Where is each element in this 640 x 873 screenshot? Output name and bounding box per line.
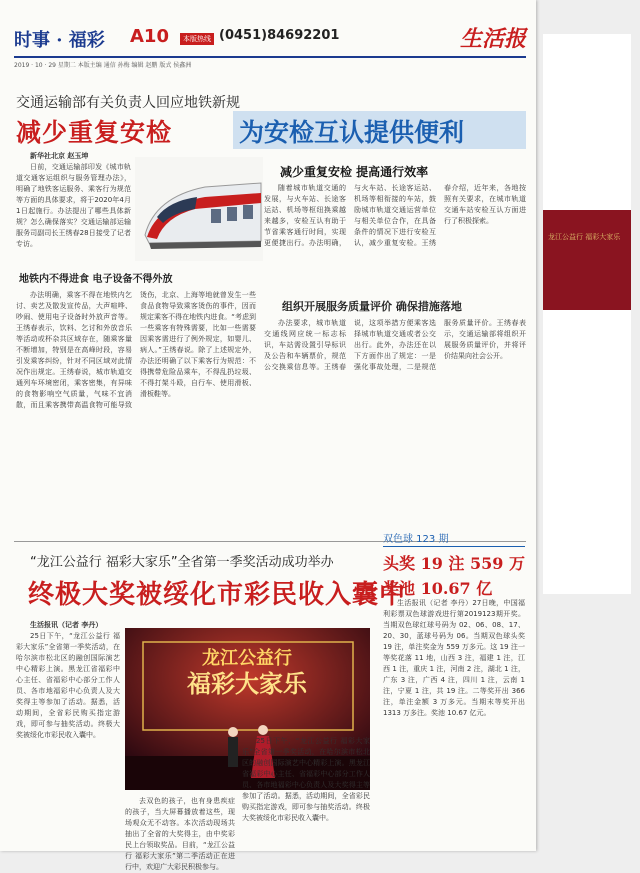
article1-subtitle: 交通运输部有关负责人回应地铁新规 <box>16 95 240 111</box>
article2-body3-text: 25日下午，“龙江公益行 福彩大家乐”全省第一季奖活动，在哈尔滨市松北区的融创国际演艺中心精彩上演。黑龙江省福彩中心主任、省福彩中心部分工作人员、各市地福彩中心负责人及大奖得主等参加了活动。据悉，活动期间，全省彩民购买指定游戏，即可参与抽奖活动。终极大奖被绥化市彩民收入囊中。 <box>242 737 370 822</box>
adjacent-page-banner <box>543 210 631 310</box>
page-header <box>14 22 526 54</box>
article2-body3 <box>242 736 370 848</box>
article1-subhead-c: 组织开展服务质量评价 确保措施落地 <box>282 300 462 313</box>
issue-meta: 2019 · 10 · 29 星期二 本版主编 通信 孙梅 编辑 赵鹏 版式 侯鑫洲 <box>14 56 526 69</box>
article1-subhead-a: 地铁内不得进食 电子设备不得外放 <box>19 274 173 285</box>
article1-byline: 新华社北京 赵玉坤 <box>30 152 89 160</box>
lottery-issue-tag: 双色球 123 期 <box>383 530 525 547</box>
article1-intro <box>16 151 131 247</box>
newspaper-logo: 生活报 <box>459 26 526 52</box>
article2-title: 终极大奖被绥化市彩民收入囊中 <box>28 580 407 610</box>
photo-subtitle: 福彩大家乐 <box>187 669 307 698</box>
adjacent-page-strip <box>543 34 631 594</box>
article2-body <box>16 620 120 844</box>
article1-title-right: 为安检互认提供便利 <box>239 118 465 147</box>
article1-body-c <box>264 318 526 530</box>
lottery-headline-2: 奖池 10.67 亿 <box>383 579 493 598</box>
article2-body-text: 25日下午，“龙江公益行 福彩大家乐”全省第一季奖活动，在哈尔滨市松北区的融创国际演艺中心精彩上演。黑龙江省福彩中心主任、省福彩中心部分工作人员、各市地福彩中心负责人及大奖得主等参加了活动。据悉，活动期间，全省彩民购买指定游戏，即可参与抽奖活动。终极大奖被绥化市彩民收入囊中。 <box>16 632 120 739</box>
article2-body2-text: 去双色的孩子，也有身患疾症的孩子，当大屏幕播放着这些，现场观众无不动容。本次活动现场共抽出了全省的大奖得主，由中奖彩民上台领取奖品。目前，“龙江公益行 福彩大家乐”第二季活动正在进行中，欢迎广大彩民积极参与。 <box>125 797 235 871</box>
article2-body2 <box>125 796 235 871</box>
article1-body-c-text: 办法要求，城市轨道交通线网应统一标志标识，车站需设置引导标识及公告和车辆票价，规范公交换乘信息等。王绣春说，这项举措方便乘客选择城市轨道交通或者公交出行。此外，办法还在以下方面作出了规定：一是强化事故处理，二是规范服务质量评价。王绣春表示，交通运输部将组织开展服务质量评价，并将评价结果向社会公开。 <box>264 319 526 371</box>
hotline-label: 本版热线 <box>180 33 214 45</box>
article1-body-b <box>264 183 526 277</box>
train-illustration <box>135 157 263 261</box>
article1-intro-text: 日前，交通运输部印发《城市轨道交通客运组织与服务管理办法》，明确了地铁客运服务、乘客行为规范等方面的具体要求，将于2020年4月1日起施行。办法提出了哪些具体新规？怎么确保落实？交通运输部运输服务司副司长王绣春28日接受了记者专访。 <box>16 163 131 248</box>
article1-body-b-text: 随着城市轨道交通的发展，与火车站、长途客运站、机场等枢纽换乘越来越多，安检互认有助于节省乘客通行时间，实现更便捷出行。办法明确，与火车站、长途客运站、机场等相衔接的车站，鼓励城市轨道交通运营单位与相关单位合作，在具备条件的情况下进行安检互认，减少重复安检。王绣春介绍，近年来，各地按照有关要求，在城市轨道交通车站安检互认方面进行了积极探索。 <box>264 184 526 247</box>
lottery-result-box <box>383 530 525 599</box>
page-number: A10 <box>130 26 169 47</box>
photo-title: 龙江公益行 <box>202 648 292 669</box>
article2-subtitle: “龙江公益行 福彩大家乐”全省第一季奖活动成功举办 <box>30 555 334 570</box>
article1-body-a-text: 办法明确，乘客不得在地铁内乞讨、卖艺及散发宣传品，大声喧哗、吵闹、使用电子设备时外放声音等。王绣春表示，饮料、乞讨和外放音乐等活动或杯杂共区域存在，随乘客量不断增加，特别是在高峰时段，容易引发乘客纠纷，针对不同区域对此情况作出规定。王绣春说，城市轨道交通列车环境密闭，乘客密集，有异味的食物影响空气质量，气味不宜消散，而且乘客携带高温食物可能导致烫伤，北京、上海等地就曾发生一些食品食物导致乘客烫伤的事件，因而规定乘客不得在地铁内进食。“考虑到一些乘客有特殊需要，比如一些需要因乘客需进行了例外规定，如婴儿、病人。”王绣春说。除了上述规定外，办法还明确了以下乘客行为规范：不得携带危险品乘车，不得乱扔垃圾、不得打架斗殴，自行车、使用滑板、滑板鞋等。 <box>16 291 256 409</box>
section-title: 时事 · 福彩 <box>14 30 105 51</box>
article1-title-left: 减少重复安检 <box>16 118 173 147</box>
lottery-body <box>383 598 525 848</box>
article1-title-right-box <box>233 111 526 149</box>
article1-subhead-b: 减少重复安检 提高通行效率 <box>280 165 429 179</box>
article2-byline: 生活报讯（记者 李丹） <box>30 621 103 629</box>
lottery-body-text: 生活报讯（记者 李丹）27日晚，中国福利彩票双色球游戏进行第2019123期开奖。当期双色球红球号码为 02、06、08、17、20、30，蓝球号码为 06。当期双色球头奖 19 注，单注奖金为 559 万多元。这 19 注一等奖花落 11 地，山西 3 注，福建 1 注，江西 1 注，重庆 1 注，河南 2 注，湖北 1 注，广东 3 注，广西 4 注，四川 1 注，云南 1 注，宁夏 1 注，共 19 注。二等奖开出 366 注，单注金额 3 万多元。当期末等奖开出 1313 万多注。奖池 10.67 亿元。 <box>383 599 525 717</box>
article1-body-a <box>16 290 256 530</box>
hotline-number: (0451)84692201 <box>219 28 340 43</box>
lottery-headline-1: 头奖 19 注 559 万 <box>383 554 525 573</box>
adjacent-page-text: 龙江公益行 福彩大家乐 <box>548 233 621 241</box>
